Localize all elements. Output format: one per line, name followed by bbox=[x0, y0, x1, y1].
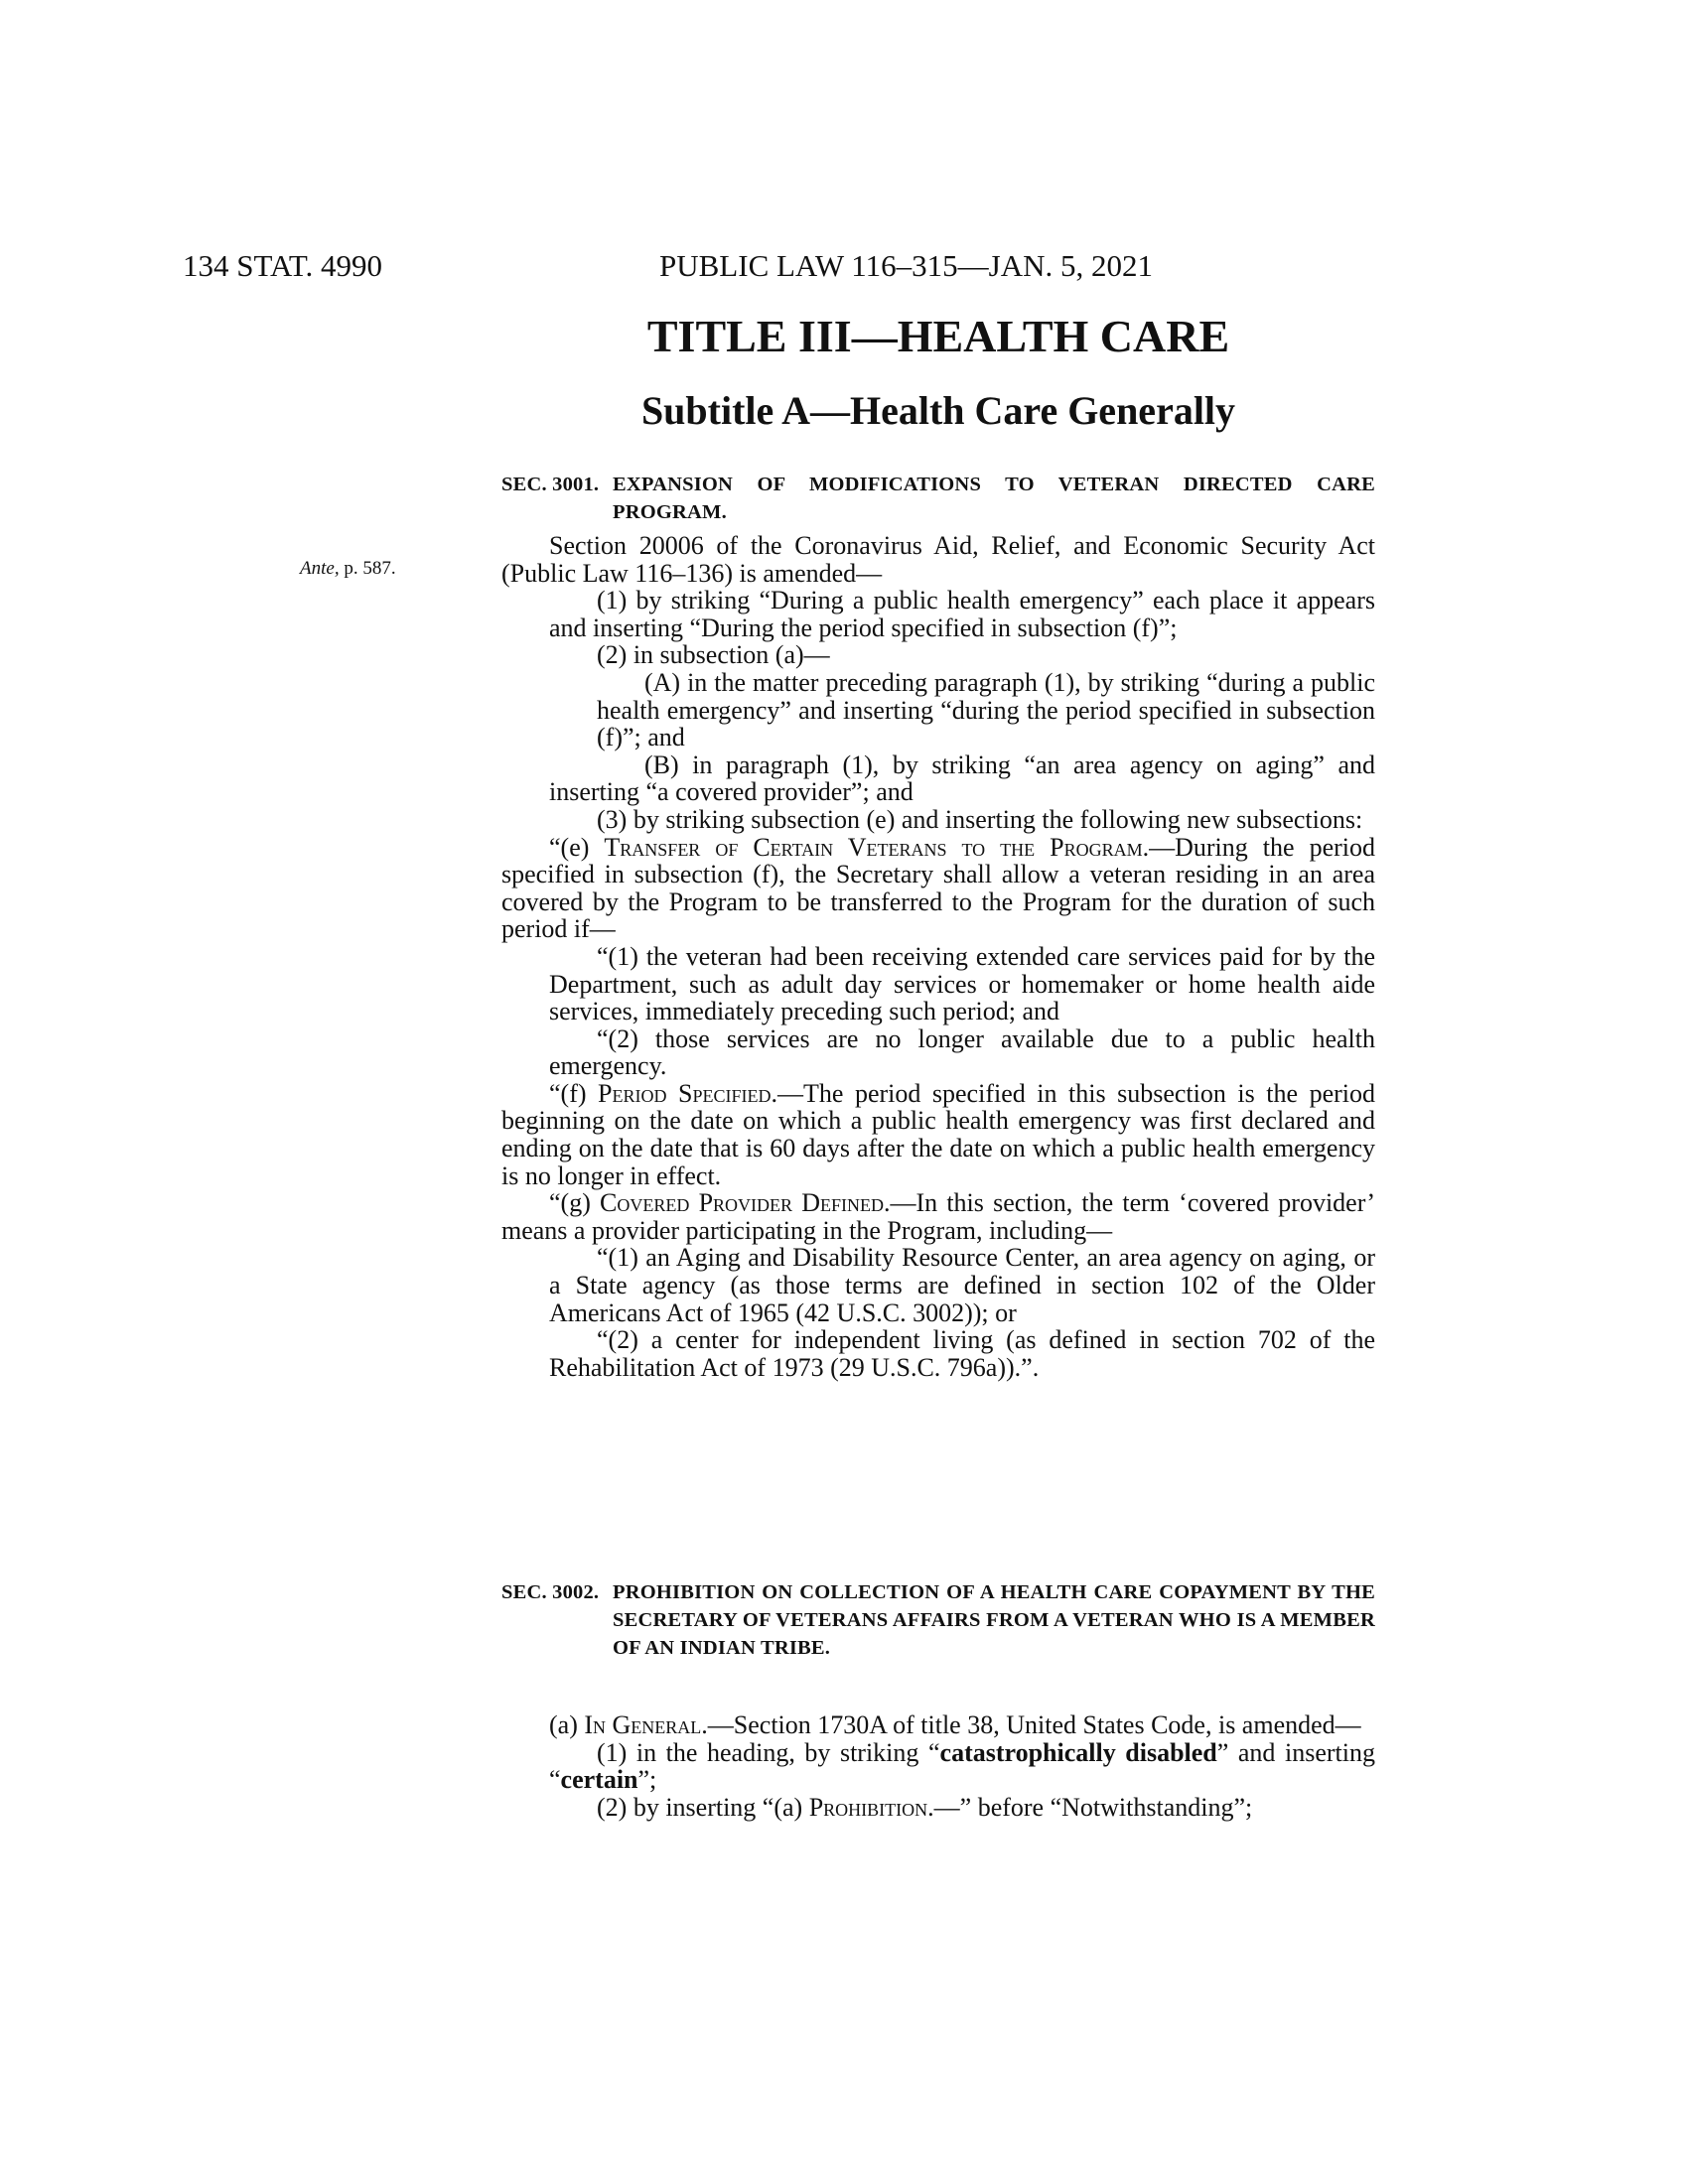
subsection-g-heading: Covered Provider Defined. bbox=[600, 1188, 891, 1218]
sec-3002-a-lead: (a) bbox=[549, 1710, 585, 1739]
sec-3002-body bbox=[501, 1711, 1375, 1821]
subsection-e-para-1: “(1) the veteran had been receiving extended care services paid for by the Department, such as adult day services or homemaker or home health aide services, immediately preceding such period; and bbox=[549, 941, 1375, 1026]
sec-3002-heading bbox=[501, 1578, 1375, 1662]
sec-3001-para-2B: (B) in paragraph (1), by striking “an area agency on aging” and inserting “a covered provider”; and bbox=[549, 750, 1375, 807]
subsection-g bbox=[501, 1189, 1375, 1244]
sec-3001-heading bbox=[501, 471, 1375, 526]
sec-3002-p1-bold1: catastrophically disabled bbox=[939, 1737, 1217, 1767]
sec-3002-a-text: —Section 1730A of title 38, United States Code, is amended— bbox=[707, 1710, 1361, 1739]
sec-3001-para-1: (1) by striking “During a public health emergency” each place it appears and inserting “During the period specified in subsection (f)”; bbox=[549, 586, 1375, 642]
subsection-g-text: —In this section, the term ‘covered provider’ means a provider participating in the Program, including— bbox=[501, 1188, 1376, 1245]
sec-3001-para-2: (2) in subsection (a)— bbox=[597, 640, 830, 670]
sec-3002-p1-post: ”; bbox=[637, 1765, 657, 1795]
subsection-e-lead: “(e) bbox=[549, 832, 605, 862]
sec-3001-number: SEC. 3001. bbox=[501, 474, 600, 495]
stat-citation: 134 STAT. 4990 bbox=[183, 248, 383, 283]
subsection-e-para-2: “(2) those services are no longer available due to a public health emergency. bbox=[549, 1024, 1375, 1081]
subsection-e bbox=[501, 834, 1375, 943]
subsection-g-lead: “(g) bbox=[549, 1188, 601, 1218]
subsection-f-heading: Period Specified. bbox=[598, 1078, 777, 1108]
margin-note bbox=[300, 558, 396, 580]
public-law-header: PUBLIC LAW 116–315—JAN. 5, 2021 bbox=[659, 248, 1153, 283]
subsection-g-para-1: “(1) an Aging and Disability Resource Center, an area agency on aging, or a State agency (as those terms are defined in section 102 of the Older Americans Act of 1965 (42 U.S.C. 3002)); or bbox=[549, 1243, 1375, 1327]
sec-3002-p2-pre: (2) by inserting “(a) bbox=[597, 1792, 809, 1822]
sec-3002-number: SEC. 3002. bbox=[501, 1581, 600, 1603]
sec-3001-title: EXPANSION OF MODIFICATIONS TO VETERAN DIRECTED CARE PROGRAM. bbox=[613, 474, 1375, 523]
subsection-f bbox=[501, 1080, 1375, 1189]
sec-3002-subsection-a bbox=[501, 1711, 1375, 1739]
sec-3001-para-2A: (A) in the matter preceding paragraph (1), by striking “during a public health emergency” and inserting “during the period specified in subsection (f)”; and bbox=[597, 667, 1375, 752]
margin-note-page: p. 587. bbox=[339, 558, 396, 579]
subtitle-heading: Subtitle A—Health Care Generally bbox=[640, 388, 1236, 433]
sec-3002-para-2 bbox=[501, 1794, 1375, 1822]
subsection-f-text: —The period specified in this subsection is the period beginning on the date on which a public health emergency was first declared and ending on the date that is 60 days after the date on which a public health emergency is no longer in effect. bbox=[501, 1078, 1375, 1190]
sec-3002-para-1 bbox=[501, 1739, 1375, 1794]
sec-3002-p1-mid: ” and inserting “ bbox=[549, 1737, 1375, 1795]
sec-3002-p1-bold2: certain bbox=[560, 1765, 638, 1795]
sec-3002-p2-post: —” before “Notwithstanding”; bbox=[933, 1792, 1253, 1822]
title-heading: TITLE III—HEALTH CARE bbox=[646, 311, 1230, 361]
sec-3001-intro: Section 20006 of the Coronavirus Aid, Relief, and Economic Security Act (Public Law 116–136) is amended— bbox=[501, 531, 1375, 588]
sec-3001-body bbox=[501, 532, 1375, 1381]
sec-3002-p2-sc: Prohibition. bbox=[808, 1792, 934, 1822]
margin-note-italic: Ante, bbox=[300, 558, 340, 579]
sec-3001-para-3: (3) by striking subsection (e) and inserting the following new subsections: bbox=[597, 804, 1363, 834]
sec-3002-title: PROHIBITION ON COLLECTION OF A HEALTH CARE COPAYMENT BY THE SECRETARY OF VETERANS AFFAIRS FROM A VETERAN WHO IS A MEMBER OF AN INDIAN TRIBE. bbox=[613, 1581, 1375, 1659]
subsection-e-heading: Transfer of Certain Veterans to the Program. bbox=[604, 832, 1150, 862]
subsection-e-text: —During the period specified in subsection (f), the Secretary shall allow a veteran residing in an area covered by the Program to be transferred to the Program for the duration of such period if— bbox=[501, 832, 1375, 944]
subsection-g-para-2: “(2) a center for independent living (as defined in section 702 of the Rehabilitation Act of 1973 (29 U.S.C. 796a)).”. bbox=[549, 1325, 1375, 1382]
subsection-f-lead: “(f) bbox=[549, 1078, 599, 1108]
sec-3002-p1-pre: (1) in the heading, by striking “ bbox=[597, 1737, 940, 1767]
sec-3002-a-heading: In General. bbox=[584, 1710, 708, 1739]
